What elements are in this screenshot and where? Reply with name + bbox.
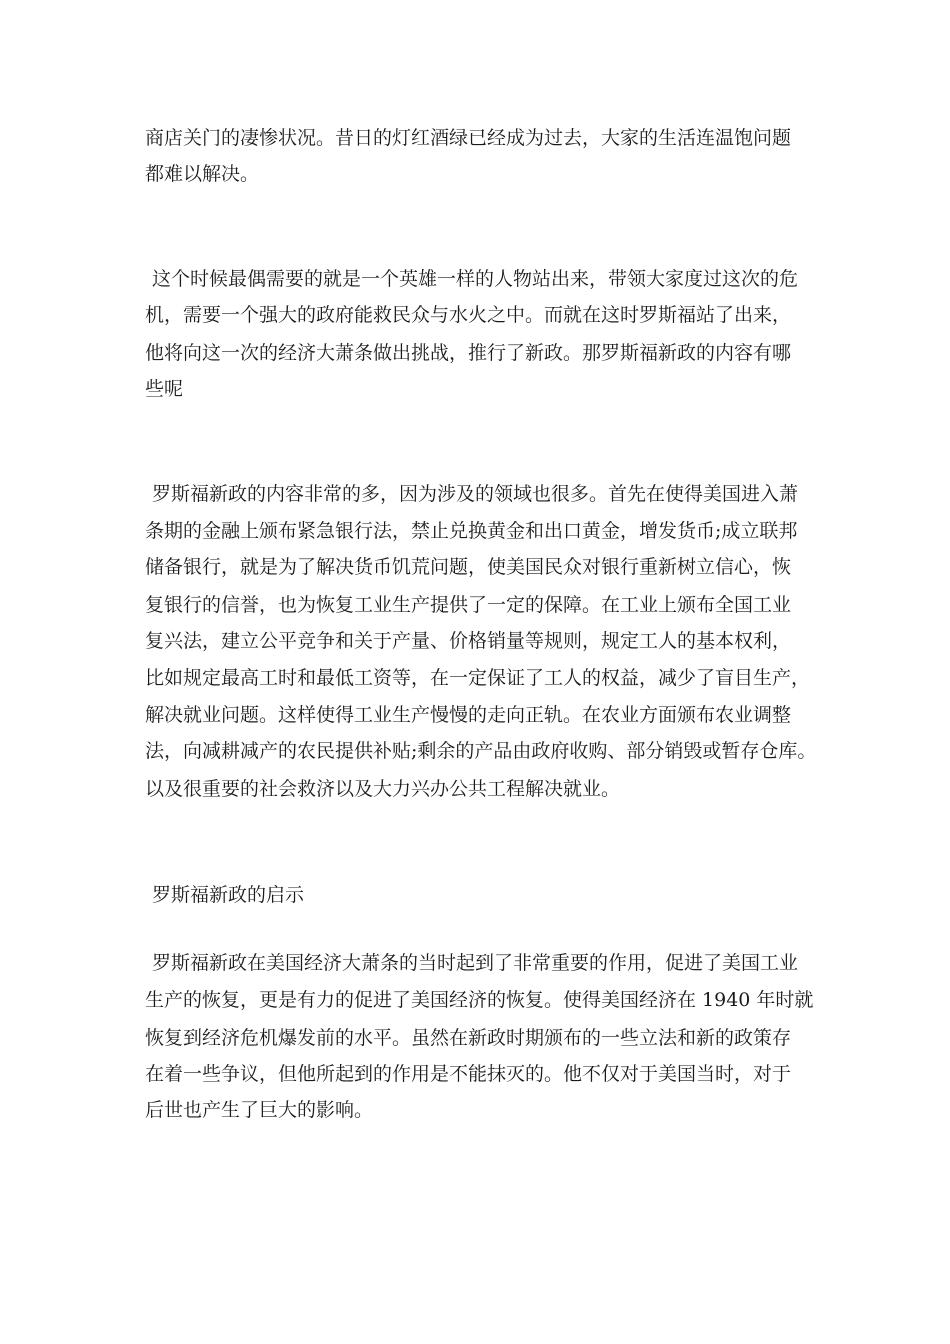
para4-line-2: 生产的恢复，更是有力的促进了美国经济的恢复。使得美国经济在 1940 年时就	[145, 989, 814, 1011]
para3-line-5: 复兴法，建立公平竞争和关于产量、价格销量等规则，规定工人的基本权利，	[145, 630, 792, 652]
para1-line-2: 都难以解决。	[145, 163, 260, 185]
para2-line-4: 些呢	[145, 378, 184, 400]
para3-line-6: 比如规定最高工时和最低工资等，在一定保证了工人的权益，减少了盲目生产，	[145, 667, 811, 689]
para4-line-4: 在着一些争议，但他所起到的作用是不能抹灭的。他不仅对于美国当时，对于	[145, 1063, 792, 1085]
para2-line-1: 这个时候最偶需要的就是一个英雄一样的人物站出来，带领大家度过这次的危	[152, 268, 799, 290]
para3-line-9: 以及很重要的社会救济以及大力兴办公共工程解决就业。	[145, 778, 621, 800]
para4-line-5: 后世也产生了巨大的影响。	[145, 1099, 374, 1121]
para3-line-2: 条期的金融上颁布紧急银行法，禁止兑换黄金和出口黄金，增发货币;成立联邦	[145, 520, 798, 542]
para3-line-8: 法，向减耕减产的农民提供补贴;剩余的产品由政府收购、部分销毁或暂存仓库。	[145, 740, 817, 762]
para3-line-3: 储备银行，就是为了解决货币饥荒问题，使美国民众对银行重新树立信心，恢	[145, 556, 792, 578]
para3-line-1: 罗斯福新政的内容非常的多，因为涉及的领域也很多。首先在使得美国进入萧	[152, 483, 799, 505]
para1-line-1: 商店关门的凄惨状况。昔日的灯红酒绿已经成为过去，大家的生活连温饱问题	[145, 127, 792, 149]
para2-line-2: 机，需要一个强大的政府能救民众与水火之中。而就在这时罗斯福站了出来，	[145, 304, 792, 326]
para3-line-7: 解决就业问题。这样使得工业生产慢慢的走向正轨。在农业方面颁布农业调整	[145, 704, 792, 726]
section-heading: 罗斯福新政的启示	[152, 884, 305, 906]
para2-line-3: 他将向这一次的经济大萧条做出挑战，推行了新政。那罗斯福新政的内容有哪	[145, 342, 792, 364]
para4-line-1: 罗斯福新政在美国经济大萧条的当时起到了非常重要的作用，促进了美国工业	[152, 952, 799, 974]
para3-line-4: 复银行的信誉，也为恢复工业生产提供了一定的保障。在工业上颁布全国工业	[145, 594, 792, 616]
para4-line-3: 恢复到经济危机爆发前的水平。虽然在新政时期颁布的一些立法和新的政策存	[145, 1027, 792, 1049]
